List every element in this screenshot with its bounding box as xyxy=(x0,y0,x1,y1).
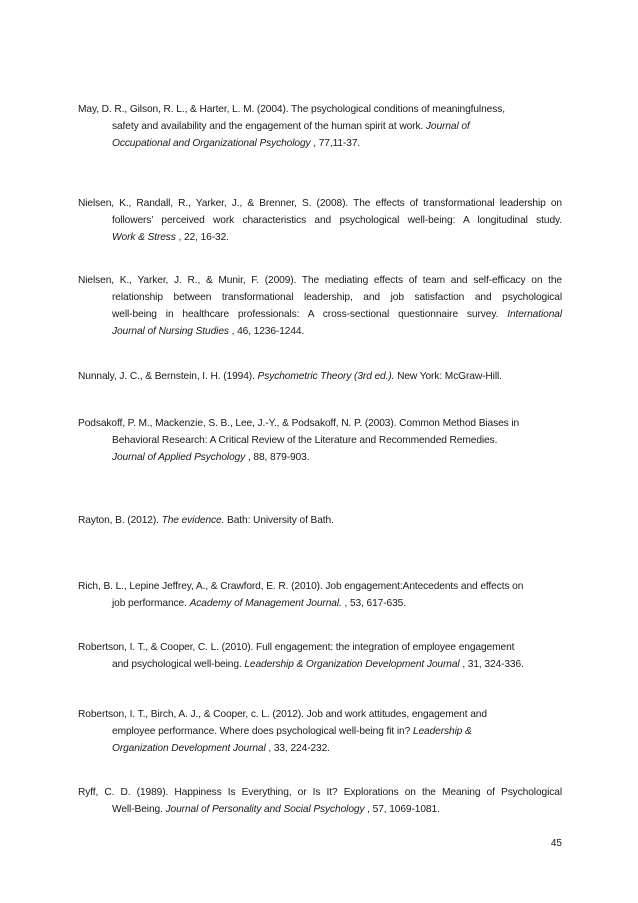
reference-italic-text: Work & Stress xyxy=(112,232,176,243)
reference-entry xyxy=(78,578,562,612)
reference-text: and psychological well-being. xyxy=(112,659,245,670)
reference-line xyxy=(78,801,562,818)
reference-line xyxy=(78,723,562,740)
reference-text: New York: McGraw-Hill. xyxy=(394,371,502,382)
reference-text: Robertson, I. T., & Cooper, C. L. (2010). Full engagement: the integration of employee engagement xyxy=(78,642,515,653)
reference-text: , 31, 324-336. xyxy=(459,659,524,670)
reference-line xyxy=(78,118,562,135)
reference-line xyxy=(78,740,562,757)
reference-text: well-being in healthcare professionals: A cross-sectional questionnaire survey. xyxy=(112,309,508,320)
reference-text: Robertson, I. T., Birch, A. J., & Cooper, c. L. (2012). Job and work attitudes, engagement and xyxy=(78,709,487,720)
reference-line xyxy=(78,578,562,595)
reference-text: May, D. R., Gilson, R. L., & Harter, L. M. (2004). The psychological conditions of meaningfulness, xyxy=(78,104,505,115)
reference-text: Rayton, B. (2012). xyxy=(78,515,162,526)
reference-line xyxy=(78,415,562,432)
reference-entry xyxy=(78,195,562,246)
reference-italic-text: Journal of Nursing Studies xyxy=(112,326,229,337)
reference-line xyxy=(78,368,562,385)
reference-line xyxy=(78,432,562,449)
reference-line xyxy=(78,656,562,673)
reference-text: relationship between transformational leadership, and job satisfaction and psychological xyxy=(112,292,562,303)
reference-line xyxy=(78,195,562,212)
reference-line xyxy=(78,135,562,152)
reference-italic-text: Psychometric Theory (3rd ed.). xyxy=(257,371,395,382)
reference-text: , 88, 879-903. xyxy=(245,452,310,463)
reference-italic-text: Organization Development Journal xyxy=(112,743,266,754)
reference-text: , 46, 1236-1244. xyxy=(228,326,305,337)
reference-line xyxy=(78,212,562,229)
reference-text: job performance. xyxy=(112,598,190,609)
reference-line xyxy=(78,229,562,246)
reference-text: , 22, 16-32. xyxy=(175,232,229,243)
reference-line xyxy=(78,449,562,466)
reference-line xyxy=(78,272,562,289)
reference-italic-text: Leadership & xyxy=(412,726,472,737)
reference-entry xyxy=(78,415,562,466)
reference-text: Ryff, C. D. (1989). Happiness Is Everything, or Is It? Explorations on the Meaning of Psychological xyxy=(78,787,562,798)
reference-italic-text: Leadership & Organization Development Journal xyxy=(244,659,460,670)
reference-entry xyxy=(78,512,562,529)
reference-italic-text: Journal of Applied Psychology xyxy=(112,452,246,463)
reference-text: Behavioral Research: A Critical Review of the Literature and Recommended Remedies. xyxy=(112,435,498,446)
reference-text: followers’ perceived work characteristics and psychological well-being: A longitudinal study. xyxy=(112,215,562,226)
reference-italic-text: Occupational and Organizational Psychology xyxy=(112,138,311,149)
reference-entry xyxy=(78,639,562,673)
reference-line xyxy=(78,306,562,323)
reference-line xyxy=(78,323,562,340)
reference-text: employee performance. Where does psychological well-being fit in? xyxy=(112,726,413,737)
reference-text: Rich, B. L., Lepine Jeffrey, A., & Crawford, E. R. (2010). Job engagement:Antecedents and effects on xyxy=(78,581,524,592)
reference-entry xyxy=(78,784,562,818)
reference-line xyxy=(78,289,562,306)
reference-line xyxy=(78,595,562,612)
reference-text: , 53, 617-635. xyxy=(341,598,406,609)
reference-text: Nielsen, K., Yarker, J. R., & Munir, F. (2009). The mediating effects of team and self-efficacy on the xyxy=(78,275,562,286)
reference-line xyxy=(78,512,562,529)
reference-line xyxy=(78,639,562,656)
reference-entry xyxy=(78,706,562,757)
reference-text: Well-Being. xyxy=(112,804,166,815)
reference-italic-text: The evidence. xyxy=(161,515,225,526)
reference-entry xyxy=(78,272,562,340)
reference-text: Podsakoff, P. M., Mackenzie, S. B., Lee, J.-Y., & Podsakoff, N. P. (2003). Common Method Biases in xyxy=(78,418,520,429)
reference-text: safety and availability and the engagement of the human spirit at work. xyxy=(112,121,426,132)
reference-line xyxy=(78,784,562,801)
reference-italic-text: International xyxy=(507,309,562,320)
reference-text: , 77,11-37. xyxy=(310,138,361,149)
reference-text: , 33, 224-232. xyxy=(265,743,330,754)
reference-line xyxy=(78,101,562,118)
page-number: 45 xyxy=(550,838,562,849)
reference-italic-text: Academy of Management Journal. xyxy=(189,598,342,609)
reference-line xyxy=(78,706,562,723)
reference-text: Nielsen, K., Randall, R., Yarker, J., & Brenner, S. (2008). The effects of transformational leadership on xyxy=(78,198,562,209)
reference-entry xyxy=(78,368,562,385)
reference-entry xyxy=(78,101,562,152)
reference-italic-text: Journal of xyxy=(425,121,470,132)
reference-text: Bath: University of Bath. xyxy=(224,515,334,526)
reference-text: Nunnaly, J. C., & Bernstein, I. H. (1994). xyxy=(78,371,258,382)
reference-text: , 57, 1069-1081. xyxy=(364,804,440,815)
reference-italic-text: Journal of Personality and Social Psychology xyxy=(165,804,365,815)
